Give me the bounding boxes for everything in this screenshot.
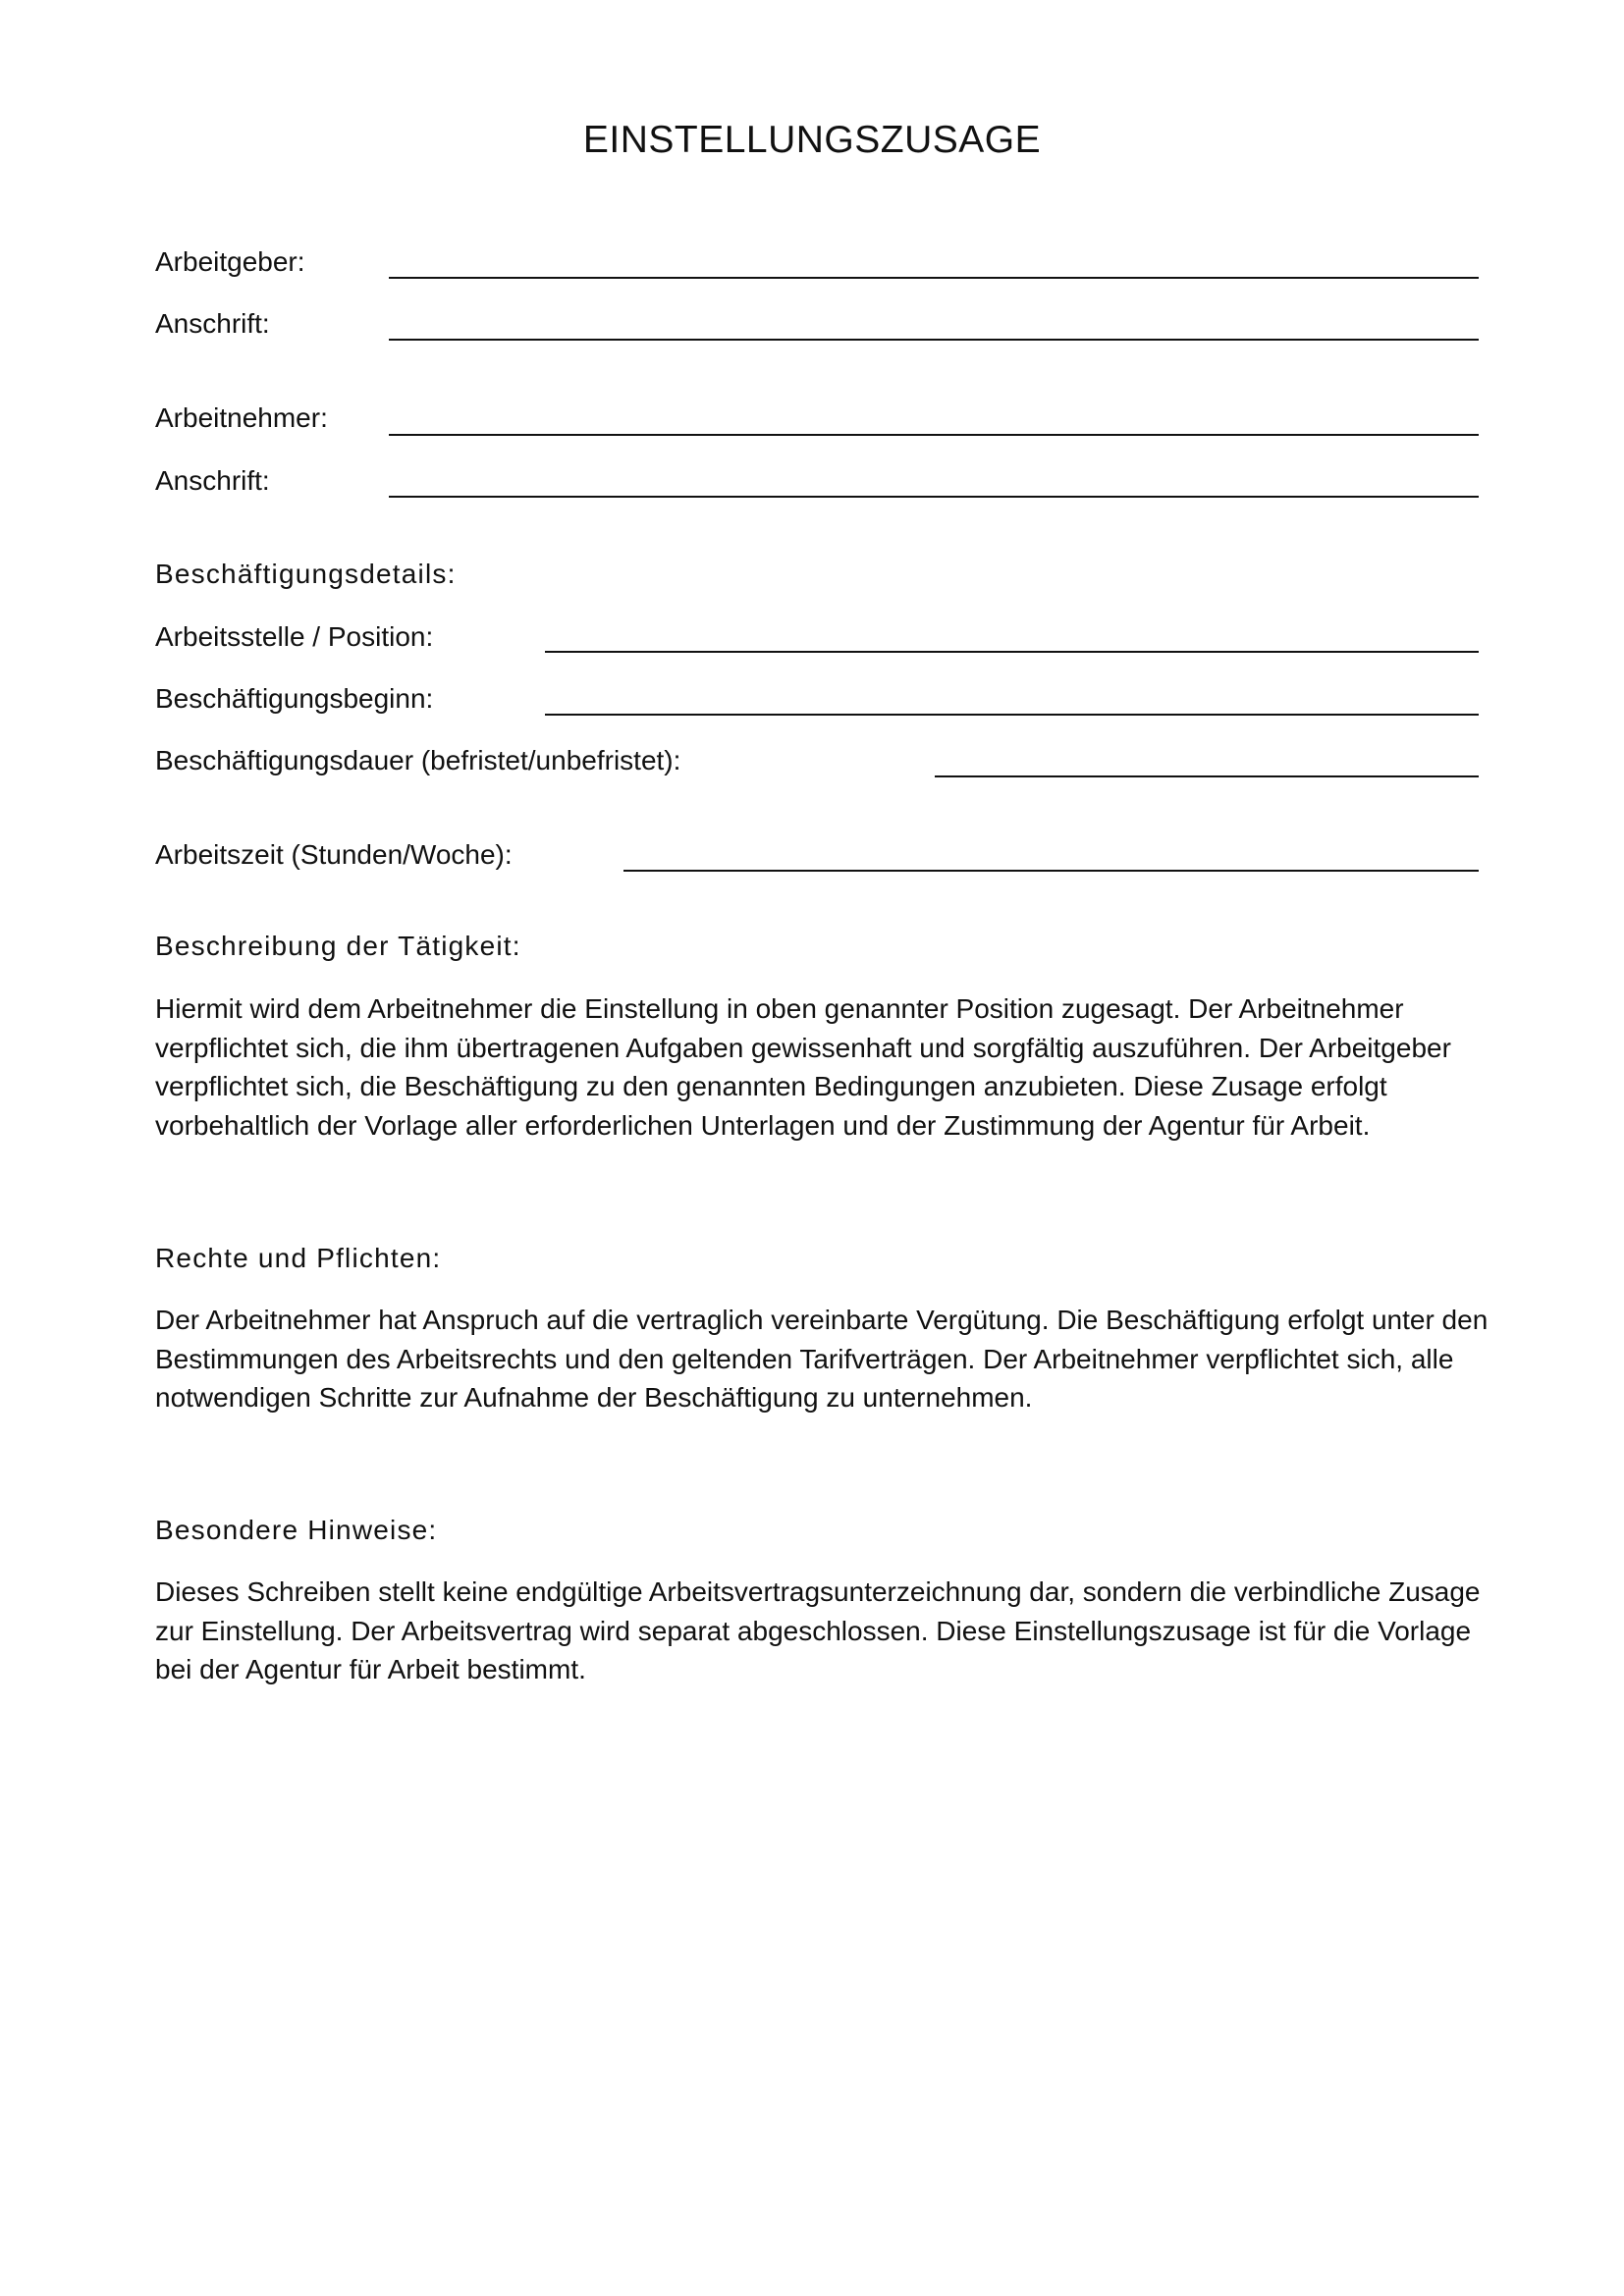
employee-address-field-line[interactable] — [389, 496, 1479, 498]
notes-paragraph: Dieses Schreiben stellt keine endgültige Arbeitsvertragsunterzeichnung dar, sondern die verbindliche Zusage zur Einstellung. Der Arbeitsvertrag wird separat abgeschlossen. Diese Einstellungszusage ist für die Vorlage bei der Agentur für Arbeit bestimmt. — [155, 1576, 1481, 1684]
start-date-label: Beschäftigungsbeginn: — [155, 683, 434, 714]
employer-field-line[interactable] — [389, 277, 1479, 279]
rights-heading: Rechte und Pflichten: — [155, 1243, 442, 1273]
document-title: EINSTELLUNGSZUSAGE — [582, 119, 1042, 161]
start-date-field-line[interactable] — [545, 714, 1479, 716]
employee-address-label: Anschrift: — [155, 465, 270, 496]
notes-heading: Besondere Hinweise: — [155, 1515, 438, 1545]
position-field-line[interactable] — [545, 651, 1479, 653]
working-hours-label: Arbeitszeit (Stunden/Woche): — [155, 839, 513, 870]
employee-label: Arbeitnehmer: — [155, 402, 328, 433]
description-heading: Beschreibung der Tätigkeit: — [155, 931, 521, 961]
position-label: Arbeitsstelle / Position: — [155, 621, 434, 652]
employee-field-line[interactable] — [389, 434, 1479, 436]
working-hours-field-line[interactable] — [623, 870, 1479, 872]
duration-field-line[interactable] — [935, 775, 1479, 777]
employment-details-heading: Beschäftigungsdetails: — [155, 559, 457, 589]
description-paragraph: Hiermit wird dem Arbeitnehmer die Einstellung in oben genannter Position zugesagt. Der Arbeitnehmer verpflichtet sich, die ihm übertragenen Aufgaben gewissenhaft und sorgfältig auszuführen. Der Arbeitgeber verpflichtet sich, die Beschäftigung zu den genannten Bedingungen anzubieten. Diese Zusage erfolgt vorbehaltlich der Vorlage aller erforderlichen Unterlagen und der Zustimmung der Agentur für Arbeit. — [155, 993, 1451, 1141]
duration-label: Beschäftigungsdauer (befristet/unbefristet): — [155, 745, 681, 775]
rights-paragraph: Der Arbeitnehmer hat Anspruch auf die vertraglich vereinbarte Vergütung. Die Beschäftigung erfolgt unter den Bestimmungen des Arbeitsrechts und den geltenden Tarifverträgen. Der Arbeitnehmer verpflichtet sich, alle notwendigen Schritte zur Aufnahme der Beschäftigung zu unternehmen. — [155, 1305, 1489, 1413]
employer-address-field-line[interactable] — [389, 339, 1479, 341]
employer-label: Arbeitgeber: — [155, 246, 305, 277]
employer-address-label: Anschrift: — [155, 308, 270, 339]
